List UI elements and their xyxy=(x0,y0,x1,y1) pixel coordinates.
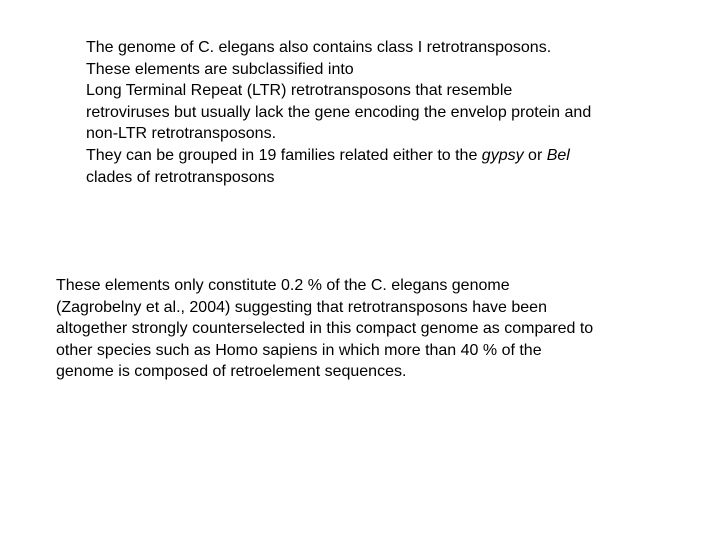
text-line: non-LTR retrotransposons. xyxy=(86,125,277,143)
text-line: (Zagrobelny et al., 2004) suggesting that retrotransposons have been xyxy=(56,298,547,316)
retrotransposon-classes-paragraph xyxy=(86,37,591,188)
gypsy-clade-term: gypsy xyxy=(481,146,524,164)
text-line: altogether strongly counterselected in this compact genome as compared to xyxy=(56,320,594,338)
text-line: retroviruses but usually lack the gene encoding the envelop protein and xyxy=(86,103,592,121)
text-line: These elements only constitute 0.2 % of the C. elegans genome xyxy=(56,277,510,294)
text-fragment: They can be grouped in 19 families related either to the xyxy=(86,146,482,164)
text-line: other species such as Homo sapiens in which more than 40 % of the xyxy=(56,341,542,359)
text-line: These elements are subclassified into xyxy=(86,60,354,78)
text-line: genome is composed of retroelement sequences. xyxy=(56,363,407,381)
bel-clade-term: Bel xyxy=(546,146,570,164)
text-fragment: or xyxy=(523,146,547,164)
text-line: clades of retrotransposons xyxy=(86,168,275,186)
text-line-families xyxy=(86,145,591,167)
text-line: The genome of C. elegans also contains class I retrotransposons. xyxy=(86,39,552,56)
text-line: Long Terminal Repeat (LTR) retrotransposons that resemble xyxy=(86,82,513,100)
genome-fraction-paragraph xyxy=(56,275,593,383)
